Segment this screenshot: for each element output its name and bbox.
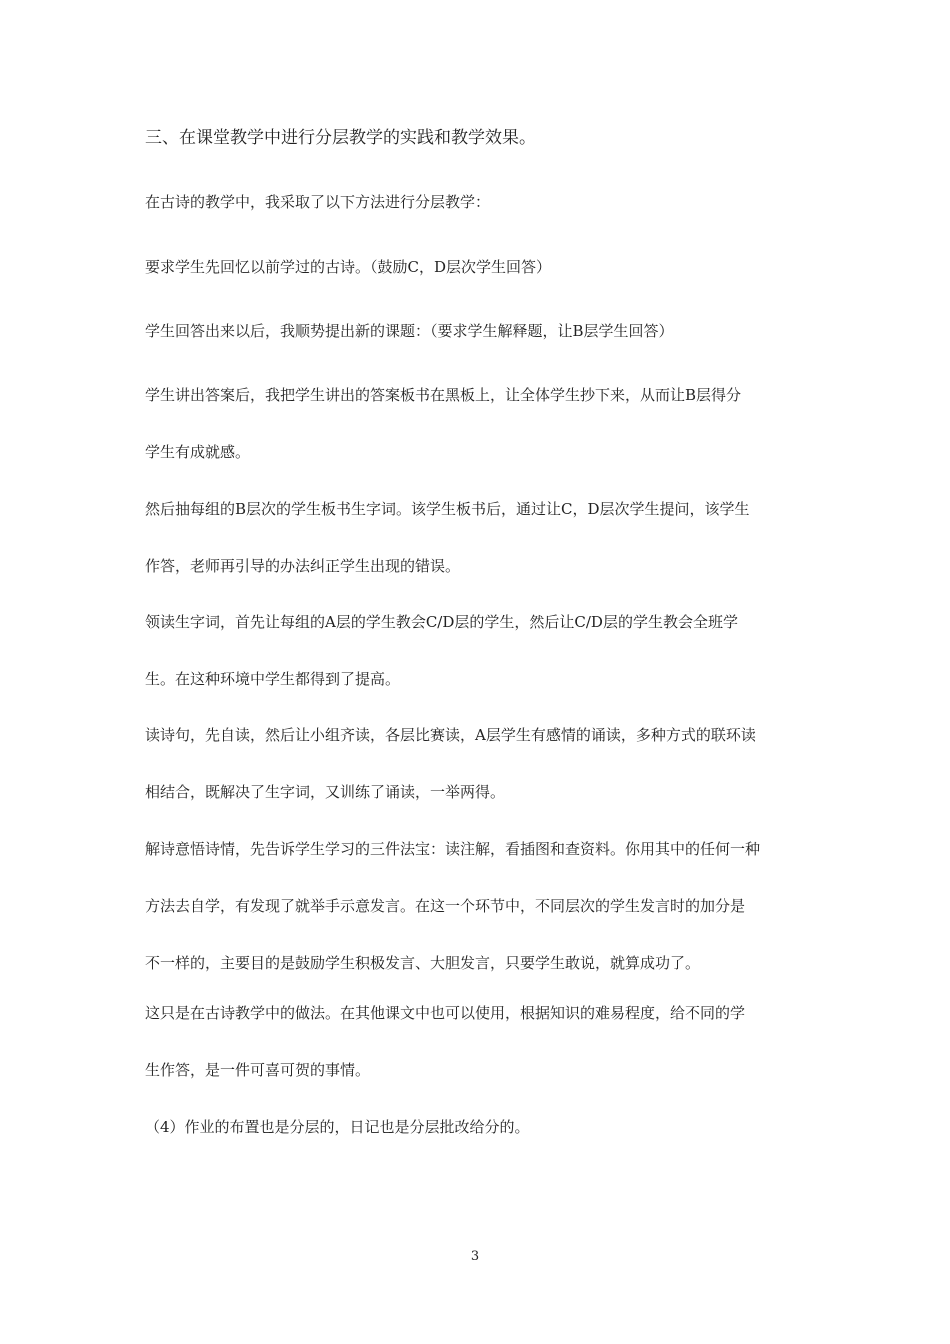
paragraph-line: 学生讲出答案后，我把学生讲出的答案板书在黑板上，让全体学生抄下来，从而让B层得分 bbox=[145, 386, 742, 404]
paragraph-line: 生。在这种环境中学生都得到了提高。 bbox=[145, 670, 401, 688]
page-number: 3 bbox=[470, 1249, 480, 1264]
paragraph-line: 要求学生先回忆以前学过的古诗。（鼓励C，D层次学生回答） bbox=[145, 258, 552, 276]
paragraph-line: 在古诗的教学中，我采取了以下方法进行分层教学： bbox=[145, 193, 491, 211]
section-heading: 三、在课堂教学中进行分层教学的实践和教学效果。 bbox=[145, 128, 536, 148]
paragraph-line: 作答，老师再引导的办法纠正学生出现的错误。 bbox=[145, 557, 461, 575]
paragraph-line: 这只是在古诗教学中的做法。在其他课文中也可以使用，根据知识的难易程度，给不同的学 bbox=[145, 1004, 746, 1022]
paragraph-5 bbox=[145, 481, 810, 595]
paragraph-8 bbox=[145, 821, 810, 992]
paragraph-line: 生作答，是一件可喜可贺的事情。 bbox=[145, 1061, 371, 1079]
paragraph-line: 学生回答出来以后，我顺势提出新的课题：（要求学生解释题，让B层学生回答） bbox=[145, 322, 674, 340]
paragraph-4 bbox=[145, 367, 810, 481]
paragraph-line: 学生有成就感。 bbox=[145, 443, 251, 461]
paragraph-line: 方法去自学，有发现了就举手示意发言。在这一个环节中，不同层次的学生发言时的加分是 bbox=[145, 897, 746, 915]
paragraph-line: 然后抽每组的B层次的学生板书生字词。该学生板书后，通过让C，D层次学生提问，该学生 bbox=[145, 500, 750, 518]
paragraph-line: 解诗意悟诗情，先告诉学生学习的三件法宝：读注解，看插图和查资料。你用其中的任何一种 bbox=[145, 840, 761, 858]
paragraph-3 bbox=[145, 303, 810, 360]
paragraph-7 bbox=[145, 707, 810, 821]
paragraph-2 bbox=[145, 239, 810, 296]
paragraph-10 bbox=[145, 1099, 810, 1156]
paragraph-6 bbox=[145, 594, 810, 708]
paragraph-line: 读诗句，先自读，然后让小组齐读，各层比赛读，A层学生有感情的诵读，多种方式的联环读 bbox=[145, 726, 756, 744]
paragraph-line: 领读生字词，首先让每组的A层的学生教会C/D层的学生，然后让C/D层的学生教会全班学 bbox=[145, 613, 738, 631]
paragraph-line: 相结合，既解决了生字词，又训练了诵读，一举两得。 bbox=[145, 783, 506, 801]
paragraph-line: 不一样的，主要目的是鼓励学生积极发言、大胆发言，只要学生敢说，就算成功了。 bbox=[145, 954, 701, 972]
paragraph-line: （4）作业的布置也是分层的，日记也是分层批改给分的。 bbox=[145, 1118, 530, 1136]
paragraph-1 bbox=[145, 174, 810, 231]
paragraph-9 bbox=[145, 985, 810, 1099]
